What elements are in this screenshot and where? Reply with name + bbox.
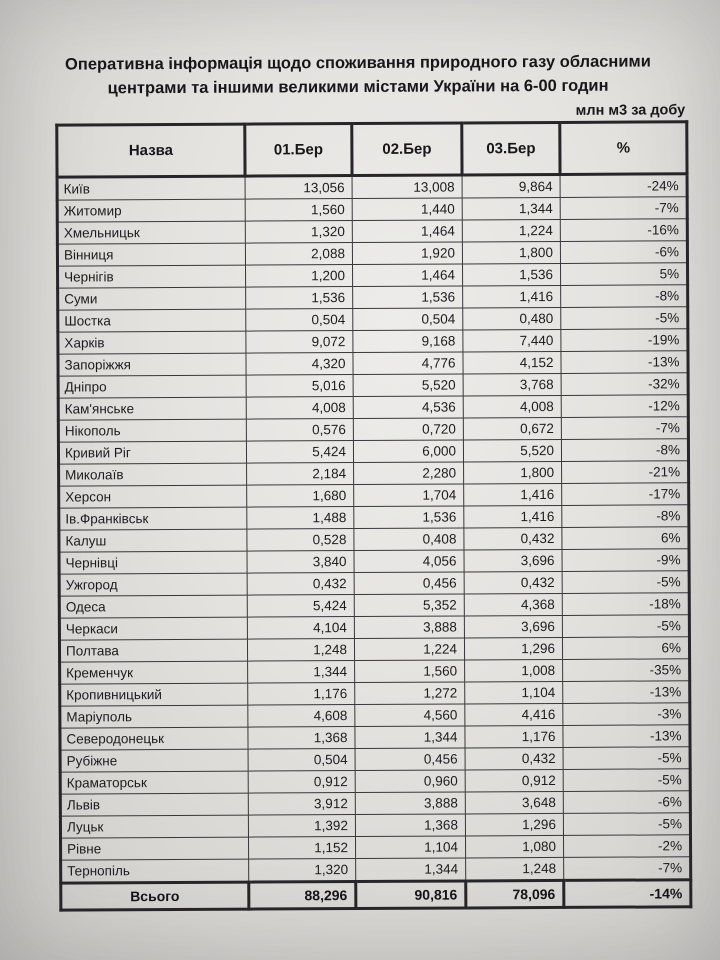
- table-header-row: [57, 122, 687, 177]
- value-cell: 4,368: [464, 593, 562, 616]
- percent-cell: -6%: [563, 791, 690, 814]
- value-cell: 1,464: [352, 220, 462, 243]
- percent-cell: -13%: [563, 725, 690, 748]
- value-cell: 13,008: [352, 175, 462, 199]
- value-cell: 3,840: [247, 550, 354, 573]
- total-row: [61, 880, 691, 910]
- value-cell: 1,800: [464, 461, 562, 484]
- percent-cell: -6%: [560, 241, 687, 264]
- percent-cell: -35%: [563, 659, 690, 682]
- city-name-cell: Одеса: [59, 595, 247, 618]
- city-name-cell: Луцьк: [60, 815, 248, 838]
- percent-cell: -5%: [563, 747, 690, 770]
- percent-cell: -9%: [562, 549, 689, 572]
- percent-cell: -18%: [562, 593, 689, 616]
- value-cell: 1,920: [352, 242, 462, 265]
- city-name-cell: Рубіжне: [60, 749, 248, 772]
- value-cell: 1,536: [246, 286, 353, 309]
- value-cell: 4,536: [353, 396, 463, 419]
- value-cell: 1,176: [465, 725, 563, 748]
- city-name-cell: Харків: [58, 331, 246, 354]
- total-value-cell: 88,296: [249, 881, 356, 909]
- total-percent-cell: -14%: [564, 880, 691, 908]
- city-name-cell: Нікополь: [58, 419, 246, 442]
- value-cell: 4,560: [355, 704, 465, 727]
- value-cell: 3,696: [464, 615, 562, 638]
- percent-cell: -24%: [560, 174, 687, 198]
- city-name-cell: Маріуполь: [60, 705, 248, 728]
- value-cell: 1,464: [353, 264, 463, 287]
- percent-cell: -13%: [563, 681, 690, 704]
- value-cell: 0,912: [248, 770, 355, 793]
- value-cell: 1,200: [246, 264, 353, 287]
- value-cell: 1,344: [355, 726, 465, 749]
- value-cell: 9,864: [462, 174, 560, 198]
- value-cell: 1,248: [466, 857, 564, 881]
- value-cell: 4,008: [246, 396, 353, 419]
- value-cell: 1,224: [354, 638, 464, 661]
- total-value-cell: 90,816: [356, 881, 466, 909]
- city-name-cell: Хмельницьк: [57, 221, 245, 244]
- value-cell: 1,704: [354, 484, 464, 507]
- value-cell: 4,416: [465, 703, 563, 726]
- value-cell: 1,488: [247, 506, 354, 529]
- value-cell: 0,480: [463, 307, 561, 330]
- value-cell: 1,320: [245, 220, 352, 243]
- value-cell: 7,440: [463, 329, 561, 352]
- value-cell: 0,456: [354, 572, 464, 595]
- percent-cell: -32%: [561, 373, 688, 396]
- value-cell: 4,152: [463, 351, 561, 374]
- title-line-1: Оперативна інформація щодо споживання природного газу обласними: [64, 52, 651, 74]
- value-cell: 0,432: [464, 527, 562, 550]
- table-row: [57, 174, 687, 200]
- value-cell: 1,296: [464, 637, 562, 660]
- value-cell: 4,776: [353, 352, 463, 375]
- percent-cell: -5%: [561, 307, 688, 330]
- city-name-cell: Кропивницький: [60, 683, 248, 706]
- value-cell: 1,440: [352, 198, 462, 221]
- table-row: [60, 659, 690, 684]
- col-header-day2: 02.Бер: [352, 123, 462, 176]
- value-cell: 2,184: [247, 462, 354, 485]
- city-name-cell: Кривий Ріг: [58, 441, 246, 464]
- value-cell: 1,368: [355, 814, 465, 837]
- percent-cell: 5%: [560, 263, 687, 286]
- value-cell: 1,416: [463, 285, 561, 308]
- percent-cell: -8%: [561, 285, 688, 308]
- value-cell: 0,456: [355, 748, 465, 771]
- value-cell: 6,000: [353, 440, 463, 463]
- col-header-percent: %: [560, 122, 687, 175]
- city-name-cell: Вінниця: [57, 243, 245, 266]
- city-name-cell: Кам'янське: [58, 397, 246, 420]
- value-cell: 13,056: [245, 175, 352, 199]
- table-row: [61, 857, 691, 883]
- table-body: [57, 174, 691, 883]
- value-cell: 4,008: [463, 395, 561, 418]
- percent-cell: -8%: [562, 505, 689, 528]
- value-cell: 1,800: [462, 241, 560, 264]
- value-cell: 0,504: [246, 308, 353, 331]
- city-name-cell: Краматорськ: [60, 771, 248, 794]
- value-cell: 1,560: [355, 660, 465, 683]
- percent-cell: -12%: [561, 395, 688, 418]
- value-cell: 0,408: [354, 528, 464, 551]
- percent-cell: 6%: [562, 527, 689, 550]
- percent-cell: -16%: [560, 219, 687, 242]
- value-cell: 1,296: [465, 813, 563, 836]
- total-label-cell: Всього: [61, 882, 249, 910]
- value-cell: 0,720: [353, 418, 463, 441]
- value-cell: 1,416: [464, 505, 562, 528]
- value-cell: 1,224: [462, 219, 560, 242]
- value-cell: 5,424: [247, 594, 354, 617]
- city-name-cell: Запоріжжя: [58, 353, 246, 376]
- value-cell: 3,648: [465, 791, 563, 814]
- percent-cell: -17%: [562, 483, 689, 506]
- value-cell: 4,320: [246, 352, 353, 375]
- city-name-cell: Ів.Франківськ: [59, 507, 247, 530]
- value-cell: 1,008: [465, 659, 563, 682]
- city-name-cell: Калуш: [59, 529, 247, 552]
- percent-cell: -2%: [563, 835, 690, 858]
- percent-cell: -13%: [561, 351, 688, 374]
- percent-cell: -5%: [563, 769, 690, 792]
- value-cell: 1,392: [248, 814, 355, 837]
- city-name-cell: Львів: [60, 793, 248, 816]
- city-name-cell: Полтава: [59, 639, 247, 662]
- percent-cell: -21%: [562, 461, 689, 484]
- value-cell: 0,672: [463, 417, 561, 440]
- city-name-cell: Житомир: [57, 199, 245, 222]
- value-cell: 3,768: [463, 373, 561, 396]
- value-cell: 1,104: [355, 836, 465, 859]
- percent-cell: -7%: [561, 417, 688, 440]
- value-cell: 0,960: [355, 770, 465, 793]
- percent-cell: -7%: [564, 857, 691, 881]
- value-cell: 5,424: [246, 440, 353, 463]
- value-cell: 5,520: [463, 439, 561, 462]
- value-cell: 1,152: [248, 836, 355, 859]
- table-row: [60, 703, 690, 728]
- value-cell: 1,080: [465, 835, 563, 858]
- value-cell: 1,344: [462, 197, 560, 220]
- value-cell: 1,368: [248, 726, 355, 749]
- value-cell: 4,056: [354, 550, 464, 573]
- value-cell: 1,536: [353, 286, 463, 309]
- percent-cell: 6%: [562, 637, 689, 660]
- gas-consumption-table: [55, 120, 692, 911]
- city-name-cell: Северодонецьк: [60, 727, 248, 750]
- table-row: [60, 725, 690, 750]
- value-cell: 9,072: [246, 330, 353, 353]
- percent-cell: -3%: [563, 703, 690, 726]
- city-name-cell: Шостка: [58, 309, 246, 332]
- city-name-cell: Тернопіль: [61, 859, 249, 883]
- col-header-day3: 03.Бер: [462, 122, 560, 175]
- value-cell: 0,432: [464, 571, 562, 594]
- value-cell: 1,536: [354, 506, 464, 529]
- value-cell: 3,888: [354, 616, 464, 639]
- value-cell: 5,352: [354, 594, 464, 617]
- value-cell: 0,576: [246, 418, 353, 441]
- value-cell: 4,104: [247, 616, 354, 639]
- table-row: [59, 637, 689, 662]
- value-cell: 1,416: [464, 483, 562, 506]
- city-name-cell: Чернігів: [58, 265, 246, 288]
- value-cell: 0,528: [247, 528, 354, 551]
- city-name-cell: Рівне: [61, 837, 249, 860]
- col-header-day1: 01.Бер: [245, 123, 352, 176]
- value-cell: 1,104: [465, 681, 563, 704]
- percent-cell: -19%: [561, 329, 688, 352]
- value-cell: 1,248: [247, 638, 354, 661]
- value-cell: 3,888: [355, 792, 465, 815]
- value-cell: 5,520: [353, 374, 463, 397]
- value-cell: 0,912: [465, 769, 563, 792]
- value-cell: 1,176: [248, 682, 355, 705]
- city-name-cell: Кременчук: [60, 661, 248, 684]
- percent-cell: -5%: [562, 615, 689, 638]
- city-name-cell: Миколаїв: [59, 463, 247, 486]
- value-cell: 0,504: [248, 748, 355, 771]
- col-header-name: Назва: [57, 124, 245, 177]
- value-cell: 1,560: [245, 198, 352, 221]
- value-cell: 9,168: [353, 330, 463, 353]
- value-cell: 4,608: [248, 704, 355, 727]
- unit-note: млн м3 за добу: [575, 102, 686, 119]
- title-line-2: центрами та іншими великими містами України на 6-00 годин: [107, 76, 609, 98]
- value-cell: 1,320: [249, 858, 356, 882]
- percent-cell: -7%: [560, 197, 687, 220]
- value-cell: 0,504: [353, 308, 463, 331]
- value-cell: 0,432: [247, 572, 354, 595]
- value-cell: 1,680: [247, 484, 354, 507]
- table-row: [60, 681, 690, 706]
- city-name-cell: Черкаси: [59, 617, 247, 640]
- city-name-cell: Херсон: [59, 485, 247, 508]
- total-value-cell: 78,096: [466, 880, 564, 908]
- value-cell: 1,344: [356, 858, 466, 882]
- value-cell: 5,016: [246, 374, 353, 397]
- percent-cell: -5%: [563, 813, 690, 836]
- document-title: [43, 50, 673, 101]
- city-name-cell: Ужгород: [59, 573, 247, 596]
- city-name-cell: Чернівці: [59, 551, 247, 574]
- city-name-cell: Київ: [57, 176, 245, 200]
- city-name-cell: Суми: [58, 287, 246, 310]
- value-cell: 0,432: [465, 747, 563, 770]
- city-name-cell: Дніпро: [58, 375, 246, 398]
- value-cell: 3,696: [464, 549, 562, 572]
- value-cell: 2,280: [354, 462, 464, 485]
- value-cell: 1,344: [248, 660, 355, 683]
- value-cell: 1,536: [463, 263, 561, 286]
- value-cell: 2,088: [245, 242, 352, 265]
- percent-cell: -5%: [562, 571, 689, 594]
- value-cell: 1,272: [355, 682, 465, 705]
- value-cell: 3,912: [248, 792, 355, 815]
- percent-cell: -8%: [561, 439, 688, 462]
